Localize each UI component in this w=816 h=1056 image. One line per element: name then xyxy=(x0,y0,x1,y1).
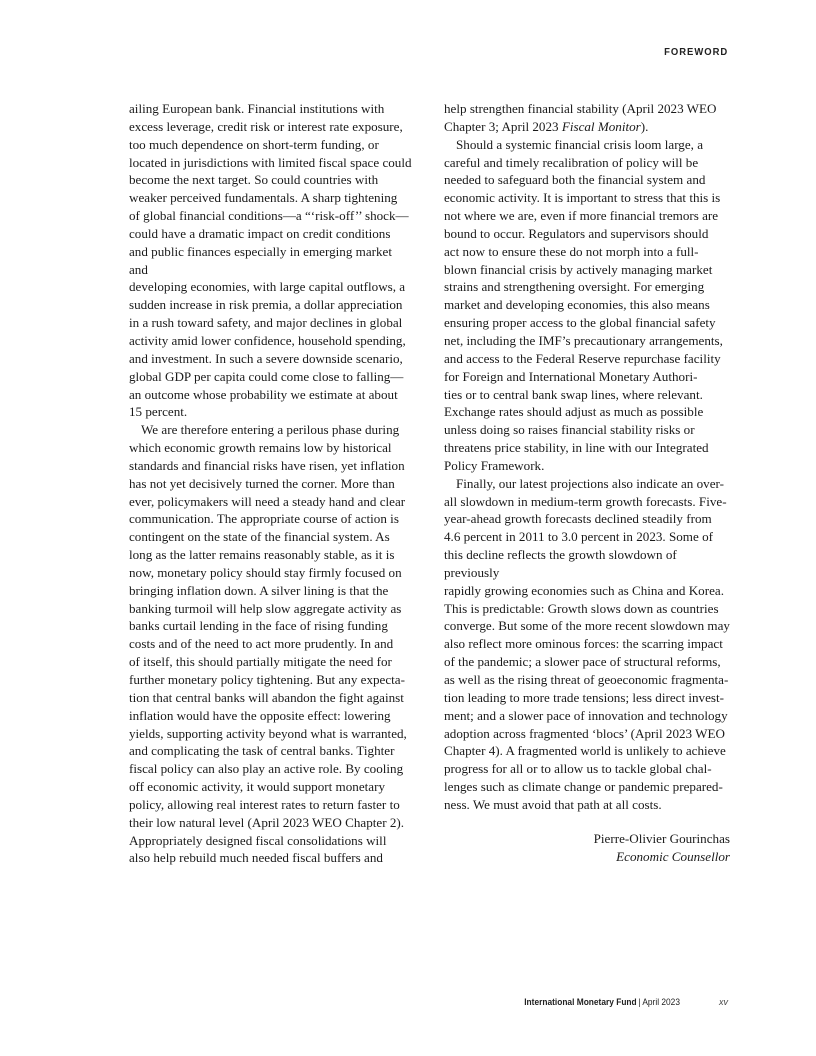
signature-block xyxy=(444,830,730,866)
publisher-name: International Monetary Fund xyxy=(524,997,637,1008)
paragraph: Should a systemic financial crisis loom large, a careful and timely recalibration of policy will be needed to safeguard both the financial system and economic activity. It is important to stress that this is not where we are, even if more financial tremors are bound to occur. Regulators and supervisors should act now to ensure these do not morph into a full- blown financial crisis by actively managing market strains and strengthening oversight. For emerging market and developing economies, this also means ensuring proper access to the global financial safety net, including the IMF’s precautionary arrangements, and access to the Federal Reserve repurchase facility for Foreign and International Monetary Authori- ties or to central bank swap lines, where relevant. Exchange rates should adjust as much as possible unless doing so raises financial stability risks or threatens price stability, in line with our Integrated Policy Framework. xyxy=(444,136,723,473)
author-title: Economic Counsellor xyxy=(616,848,730,864)
paragraph-text: help strengthen financial stability (April 2023 WEO Chapter 3; April 2023 xyxy=(444,101,717,134)
paragraph-continued: ailing European bank. Financial institutions with excess leverage, credit risk or interest rate exposure, too much dependence on short-term funding, or located in jurisdictions with limited fiscal space could become the next target. So could countries with weaker perceived fundamentals. A sharp tightening of global financial conditions—a “‘risk-off’’ shock— could have a dramatic impact on credit conditions and public finances especially in emerging market and developing economies, with large capital outflows, a sudden increase in risk premia, a dollar appreciation in a rush toward safety, and major declines in global activity amid lower confidence, household spending, and investment. In such a severe downside scenario, global GDP per capita could come close to falling— an outcome whose probability we estimate at about 15 percent. xyxy=(129,101,412,420)
paragraph-text: ). xyxy=(640,118,649,134)
footer-publisher xyxy=(524,997,680,1008)
publication-title: Fiscal Monitor xyxy=(561,118,641,134)
footer-separator: | xyxy=(638,997,641,1008)
paragraph-continued xyxy=(444,100,730,136)
left-column xyxy=(129,100,412,867)
publication-date: April 2023 xyxy=(642,997,680,1008)
author-name: Pierre-Olivier Gourinchas xyxy=(593,830,730,846)
paragraph: Finally, our latest projections also indicate an over- all slowdown in medium-term growth forecasts. Five- year-ahead growth forecasts declined steadily from 4.6 percent in 2011 to 3.0 percent in 2023. Some of this decline reflects the growth slowdown of previously rapidly growing economies such as China and Korea. This is predictable: Growth slows down as countries converge. But some of the more recent slowdown may also reflect more ominous forces: the scarring impact of the pandemic; a slower pace of structural reforms, as well as the rising threat of geoeconomic fragmenta- tion leading to more trade tensions; less direct invest- ment; and a slower pace of innovation and technology adoption across fragmented ‘blocs’ (April 2023 WEO Chapter 4). A fragmented world is unlikely to achieve progress for all or to allow us to tackle global chal- lenges such as climate change or pandemic prepared- ness. We must avoid that path at all costs. xyxy=(444,475,730,812)
page-number: xv xyxy=(719,997,728,1007)
paragraph: We are therefore entering a perilous phase during which economic growth remains low by historical standards and financial risks have risen, yet inflation has not yet decisively turned the corner. More than ever, policymakers will need a steady hand and clear communication. The appropriate course of action is contingent on the state of the financial system. As long as the latter remains reasonably stable, as it is now, monetary policy should stay firmly focused on bringing inflation down. A silver lining is that the banking turmoil will help slow aggregate activity as banks curtail lending in the face of rising funding costs and of the need to act more prudently. In and of itself, this should partially mitigate the need for further monetary policy tightening. But any expecta- tion that central banks will abandon the fight against inflation would have the opposite effect: lowering yields, supporting activity beyond what is warranted, and complicating the task of central banks. Tighter fiscal policy can also play an active role. By cooling off economic activity, it would support monetary policy, allowing real interest rates to return faster to their low natural level (April 2023 WEO Chapter 2). Appropriately designed fiscal consolidations will also help rebuild much needed fiscal buffers and xyxy=(129,422,407,866)
right-column xyxy=(444,100,730,865)
running-head: FOREWORD xyxy=(663,46,728,58)
